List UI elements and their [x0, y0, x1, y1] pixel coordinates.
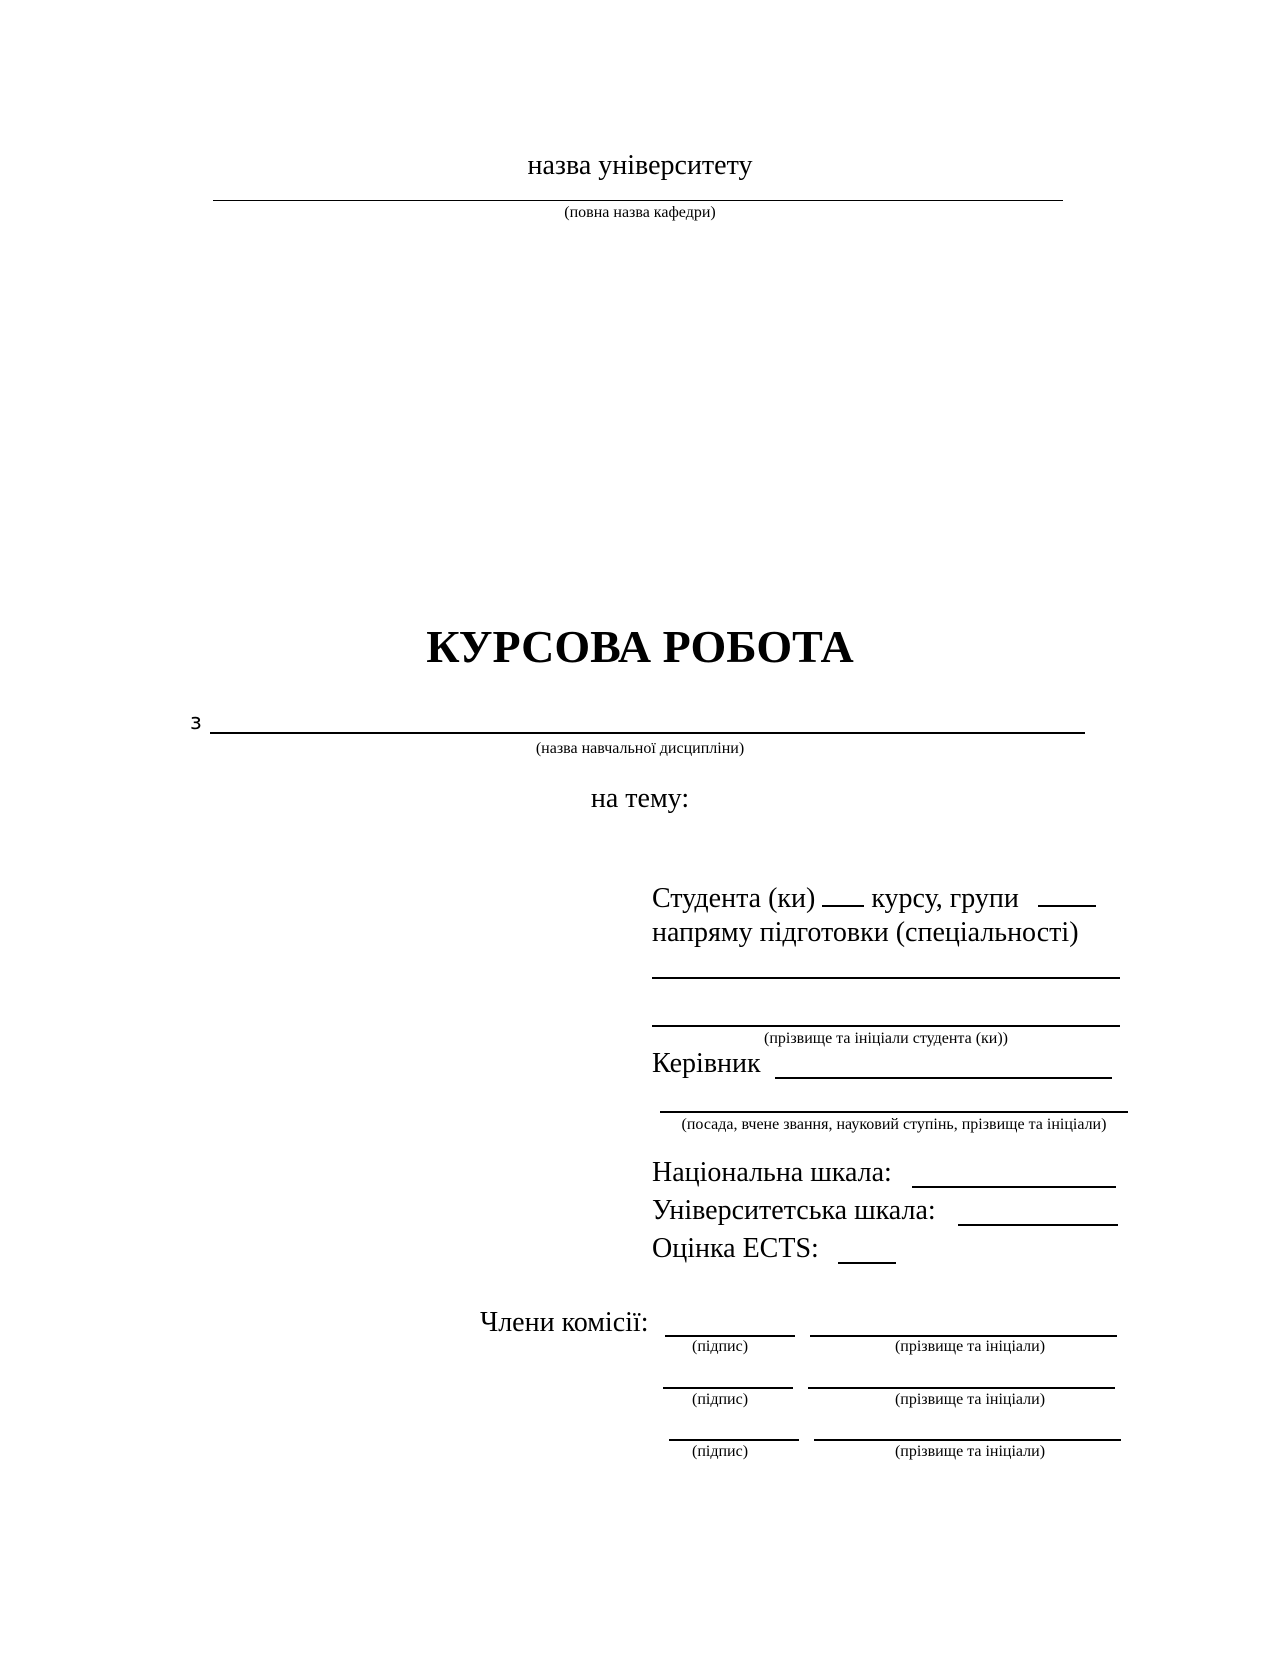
signature-line-1	[665, 1335, 795, 1337]
course-blank	[822, 904, 864, 907]
supervisor-line	[775, 1077, 1112, 1079]
student-name-line	[652, 1025, 1120, 1027]
ects-line	[838, 1262, 896, 1264]
national-scale-line	[912, 1186, 1116, 1188]
member-name-caption-2: (прізвище та ініціали)	[894, 1391, 1046, 1408]
department-caption: (повна назва кафедри)	[564, 204, 716, 221]
discipline-prefix: з	[190, 710, 202, 735]
member-name-line-3	[814, 1439, 1121, 1441]
member-name-caption-3: (прізвище та ініціали)	[894, 1443, 1046, 1460]
member-name-line-1	[810, 1335, 1117, 1337]
national-scale-label: Національна шкала:	[652, 1157, 892, 1188]
signature-line-2	[663, 1387, 793, 1389]
ects-label: Оцінка ECTS:	[652, 1233, 819, 1264]
signature-caption-2: (підпис)	[691, 1391, 749, 1408]
signature-caption-1: (підпис)	[691, 1338, 749, 1355]
university-name: назва університету	[527, 150, 753, 181]
member-name-line-2	[808, 1387, 1115, 1389]
supervisor-caption: (посада, вчене звання, науковий ступінь, прізвище та ініціали)	[681, 1116, 1107, 1133]
department-line	[213, 200, 1063, 201]
member-name-caption-1: (прізвище та ініціали)	[894, 1338, 1046, 1355]
page-title: КУРСОВА РОБОТА	[426, 621, 854, 672]
supervisor-details-line	[660, 1111, 1128, 1113]
university-scale-label: Університетська шкала:	[652, 1195, 936, 1226]
student-line-1	[652, 883, 1096, 915]
student-name-caption: (прізвище та ініціали студента (ки))	[763, 1030, 1009, 1047]
course-group-label: курсу, групи	[871, 883, 1019, 914]
student-label: Студента (ки)	[652, 883, 816, 914]
signature-line-3	[669, 1439, 799, 1441]
discipline-caption: (назва навчальної дисципліни)	[535, 740, 745, 757]
group-blank	[1038, 904, 1096, 907]
signature-caption-3: (підпис)	[691, 1443, 749, 1460]
specialty-line	[652, 977, 1120, 979]
commission-label: Члени комісії:	[480, 1307, 649, 1338]
discipline-line	[210, 732, 1085, 734]
supervisor-label: Керівник	[652, 1048, 761, 1079]
university-scale-line	[958, 1224, 1118, 1226]
topic-label: на тему:	[590, 783, 690, 814]
specialty-label: напряму підготовки (спеціальності)	[652, 917, 1079, 948]
